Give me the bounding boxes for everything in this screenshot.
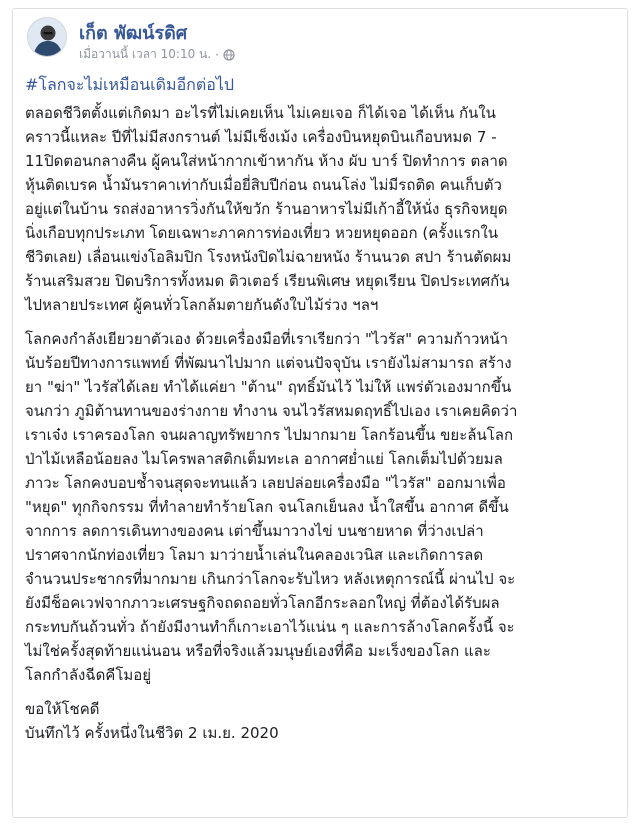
text-line: หุ้นติดเบรค น้ำมันราคาเท่ากับเมื่อยี่สิบปีก่อน ถนนโล่ง ไม่มีรถติด คนเก็บตัว: [25, 176, 502, 194]
author-name[interactable]: เก็ต พัฒน์รดิศ: [79, 23, 188, 44]
text-line: ตลอดชีวิตตั้งแต่เกิดมา อะไรที่ไม่เคยเห็น ไม่เคยเจอ ก็ได้เจอ ได้เห็น กันใน: [25, 104, 496, 122]
paragraph-1: [25, 101, 619, 317]
text-line: ไปหลายประเทศ ผู้คนทั่วโลกล้มตายกันดังใบไม้ร่วง ฯลฯ: [25, 296, 379, 314]
text-line: ร้านเสริมสวย ปิดบริการทั้งหมด ติวเตอร์ เรียนพิเศษ หยุดเรียน ปิดประเทศกัน: [25, 272, 510, 290]
text-line: ภาวะ โลกคงบอบช้ำจนสุดจะทนแล้ว เลยปล่อยเครื่องมือ "ไวรัส" ออกมาเพื่อ: [25, 474, 506, 492]
meta-separator: ·: [215, 47, 219, 62]
paragraph-2: [25, 327, 619, 687]
text-line: นับร้อยปีทางการแพทย์ ที่พัฒนาไปมาก แต่จนปัจจุบัน เรายังไม่สามารถ สร้าง: [25, 354, 512, 372]
signature-line: บันทึกไว้ ครั้งหนึ่งในชีวิต 2 เม.ย. 2020: [25, 724, 279, 742]
hashtag-link[interactable]: #โลกจะไม่เหมือนเดิมอีกต่อไป: [25, 75, 235, 94]
text-line: เราเจ๋ง เราครองโลก จนผลาญทรัพยากร ไปมากมาย โลกร้อนขึ้น ขยะล้นโลก: [25, 426, 514, 444]
text-line: กระทบกันถ้วนทั่ว ถ้ายังมีงานทำก็เกาะเอาไว้แน่น ๆ และการล้างโลกครั้งนี้ จะ: [25, 618, 515, 636]
text-line: จำนวนประชากรที่มากมาย เกินกว่าโลกจะรับไหว หลังเหตุการณ์นี้ ผ่านไป จะ: [25, 570, 516, 588]
text-line: โลกคงกำลังเยียวยาตัวเอง ด้วยเครื่องมือที่เราเรียกว่า "ไวรัส" ความก้าวหน้า: [25, 330, 509, 348]
text-line: จนกว่า ภูมิต้านทานของร่างกาย ทำงาน จนไวรัสหมดฤทธิ์ไปเอง เราเคยคิดว่า: [25, 402, 518, 420]
text-line: "หยุด" ทุกกิจกรรม ที่ทำลายทำร้ายโลก จนโลกเย็นลง น้ำใสขึ้น อากาศ ดีขึ้น: [25, 498, 509, 516]
post-meta: [79, 45, 235, 64]
avatar-image: [28, 18, 67, 57]
text-line: ไม่ใช่ครั้งสุดท้ายแน่นอน หรือที่จริงแล้วมนุษย์เองที่คือ มะเร็งของโลก และ: [25, 642, 491, 660]
text-line: นิ่งเกือบทุกประเภท โดยเฉพาะภาคการท่องเที่ยว หวยหยุดออก (ครั้งแรกใน: [25, 224, 499, 242]
text-line: จากการ ลดการเดินทางของคน เต่าขึ้นมาวางไข่ บนชายหาด ที่ว่างเปล่า: [25, 522, 484, 540]
avatar[interactable]: [27, 17, 67, 57]
text-line: ชีวิตเลย) เลื่อนแข่งโอลิมปิก โรงหนังปิดไม่ฉายหนัง ร้านนวด สปา ร้านตัดผม: [25, 248, 512, 266]
text-line: ยังมีช็อคเวฟจากภาวะเศรษฐกิจถดถอยทั่วโลกอีกระลอกใหญ่ ที่ต้องได้รับผล: [25, 594, 500, 612]
text-line: ป่าไม้เหลือน้อยลง ไมโครพลาสติกเต็มทะเล อากาศย่ำแย่ โลกเต็มไปด้วยมล: [25, 450, 503, 468]
post-body: [25, 73, 619, 745]
post-card: [12, 8, 628, 818]
text-line: อยู่แต่ในบ้าน รถส่งอาหารวิ่งกันให้ขวัก ร้านอาหารไม่มีเก้าอี้ให้นั่ง ธุรกิจหยุด: [25, 200, 508, 218]
text-line: คราวนี้แหละ ปีที่ไม่มีสงกรานต์ ไม่มีเช็งเม้ง เครื่องบินหยุดบินเกือบหมด 7 -: [25, 128, 497, 146]
text-line: โลกกำลังฉีดคีโมอยู่: [25, 666, 152, 684]
text-line: 11ปิดตอนกลางคืน ผู้คนใส่หน้ากากเข้าหากัน ห้าง ผับ บาร์ ปิดทำการ ตลาด: [25, 152, 508, 170]
closing-line: ขอให้โชคดี: [25, 700, 100, 718]
globe-icon[interactable]: [223, 49, 235, 61]
text-line: ปราศจากนักท่องเที่ยว โลมา มาว่ายน้ำเล่นในคลองเวนิส และเกิดการลด: [25, 546, 484, 564]
post-timestamp[interactable]: เมื่อวานนี้ เวลา 10:10 น.: [79, 47, 212, 61]
text-line: ยา "ฆ่า" ไวรัสได้เลย ทำได้แค่ยา "ต้าน" ฤทธิ์มันไว้ ไม่ให้ แพร่ตัวเองมากขึ้น: [25, 378, 512, 396]
